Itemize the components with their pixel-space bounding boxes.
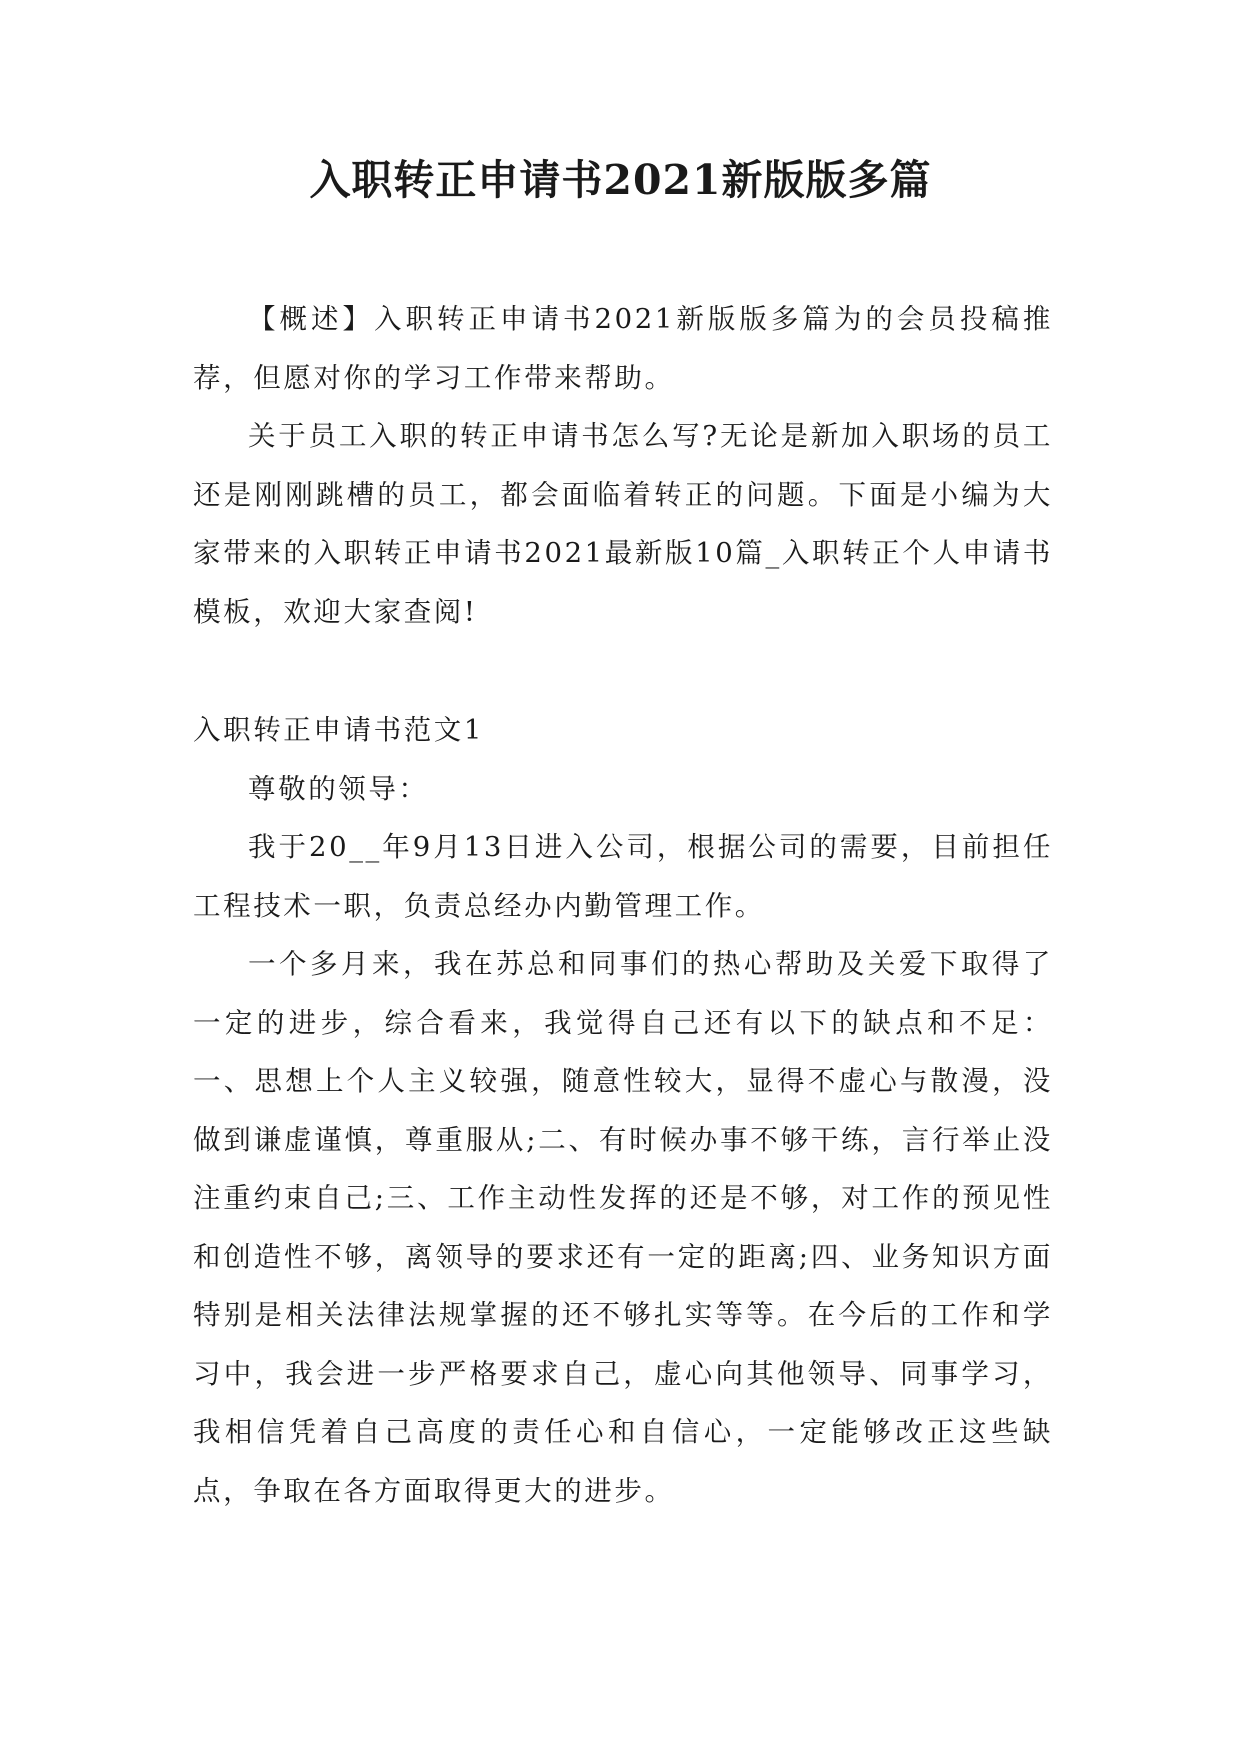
section-heading: 入职转正申请书范文1 xyxy=(193,714,484,746)
summary-paragraph: 【概述】入职转正申请书2021新版版多篇为的会员投稿推荐，但愿对你的学习工作带来帮助。 xyxy=(193,303,1053,394)
intro-paragraph: 关于员工入职的转正申请书怎么写?无论是新加入职场的员工还是刚刚跳槽的员工，都会面临着转正的问题。下面是小编为大家带来的入职转正申请书2021最新版10篇_入职转正个人申请书模板，欢迎大家查阅! xyxy=(193,420,1053,628)
page-title: 入职转正申请书2021新版版多篇 xyxy=(309,156,932,204)
letter-paragraph-1: 我于20__年9月13日进入公司，根据公司的需要，目前担任工程技术一职，负责总经办内勤管理工作。 xyxy=(193,831,1053,922)
document-body xyxy=(193,290,1053,1520)
letter-paragraph-2: 一个多月来，我在苏总和同事们的热心帮助及关爱下取得了一定的进步，综合看来，我觉得自己还有以下的缺点和不足：一、思想上个人主义较强，随意性较大，显得不虚心与散漫，没做到谦虚谨慎，尊重服从;二、有时候办事不够干练，言行举止没注重约束自己;三、工作主动性发挥的还是不够，对工作的预见性和创造性不够，离领导的要求还有一定的距离;四、业务知识方面特别是相关法律法规掌握的还不够扎实等等。在今后的工作和学习中，我会进一步严格要求自己，虚心向其他领导、同事学习，我相信凭着自己高度的责任心和自信心，一定能够改正这些缺点，争取在各方面取得更大的进步。 xyxy=(193,948,1053,1507)
letter-greeting: 尊敬的领导： xyxy=(248,772,429,805)
